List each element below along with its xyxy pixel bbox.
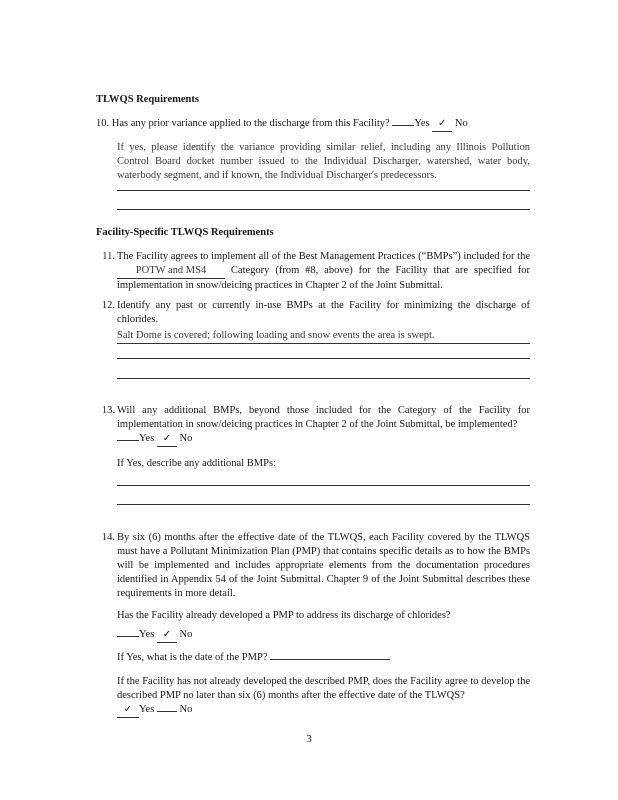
question-number: 10. xyxy=(96,118,110,129)
checkmark-icon: ✓ xyxy=(162,433,172,444)
bmp-answer-field[interactable]: Salt Dome is covered; following loading and snow events the area is swept. xyxy=(117,329,530,344)
no-label: No xyxy=(179,629,193,640)
question-14: By six (6) months after the effective date of the TLWQS, each Facility covered by the TLWQS must have a Pollutant Minimization Plan (PMP) that contains specific details as to how the BMPs will be implemented and includes appropriate elements from the documentation procedures identified in Appendix 54 of the Joint Submittal. Chapter 9 of the Joint Submittal describes these requirements in more detail. xyxy=(117,532,530,599)
no-label: No xyxy=(454,118,468,129)
no-label: No xyxy=(179,433,193,444)
question-13: Will any additional BMPs, beyond those included for the Category of the Facility for implementation in snow/deicing practices in Chapter 2 of the Joint Submittal, be implemented? xyxy=(117,405,530,430)
question-number: 13. xyxy=(101,405,115,416)
question-number: 11. xyxy=(102,251,115,262)
question-number: 14. xyxy=(101,532,115,543)
q14-pmp-developed: Has the Facility already developed a PMP to address its discharge of chlorides? xyxy=(117,610,451,621)
answer-line[interactable] xyxy=(117,190,530,191)
pmp-date-field[interactable] xyxy=(270,659,390,660)
checkmark-icon: ✓ xyxy=(123,704,133,715)
answer-line[interactable] xyxy=(117,485,530,486)
q14-sub1-yes-no xyxy=(117,628,192,643)
question-text: If Yes, what is the date of the PMP? xyxy=(117,652,268,663)
q13-yes-no xyxy=(117,432,192,447)
section-header-tlwqs: TLWQS Requirements xyxy=(96,94,199,105)
no-blank[interactable] xyxy=(157,432,177,447)
no-blank[interactable] xyxy=(157,711,177,712)
yes-blank[interactable] xyxy=(392,125,414,126)
page-number: 3 xyxy=(306,733,312,745)
question-10 xyxy=(96,117,532,132)
yes-label: Yes xyxy=(414,118,430,129)
answer-line[interactable] xyxy=(117,504,530,505)
category-field[interactable]: POTW and MS4 xyxy=(117,264,225,279)
section-header-facility-specific: Facility-Specific TLWQS Requirements xyxy=(96,227,274,238)
question-text: Has any prior variance applied to the discharge from this Facility? xyxy=(111,118,390,129)
q13-followup: If Yes, describe any additional BMPs: xyxy=(117,458,276,469)
answer-line[interactable] xyxy=(117,358,530,359)
question-text-continued: Category (from #8, above) for the Facility that are specified for implementation in snow/deicing practices in Chapter 2 of the Joint Submittal. xyxy=(117,265,530,291)
no-label: No xyxy=(179,704,193,715)
q14-pmp-date xyxy=(117,651,390,665)
no-blank[interactable] xyxy=(157,628,177,643)
yes-label: Yes xyxy=(139,629,155,640)
q10-followup: If yes, please identify the variance providing similar relief, including any Illinois Pollution Control Board docket number issued to the Individual Discharger, watershed, water body, waterbody segment, and if known, the Individual Discharger's predecessors. xyxy=(117,142,530,181)
answer-line[interactable] xyxy=(117,209,530,210)
checkmark-icon: ✓ xyxy=(162,629,172,640)
question-12: Identify any past or currently in-use BMPs at the Facility for minimizing the discharge of chlorides. xyxy=(117,300,530,325)
q14-sub3-yes-no xyxy=(117,703,192,718)
yes-blank[interactable] xyxy=(117,703,139,718)
yes-label: Yes xyxy=(139,433,155,444)
no-blank[interactable] xyxy=(432,117,452,132)
yes-label: Yes xyxy=(139,704,155,715)
question-number: 12. xyxy=(101,300,115,311)
q14-pmp-agree: If the Facility has not already developed the described PMP, does the Facility agree to develop the described PMP no later than six (6) months after the effective date of the TLWQS? xyxy=(117,676,530,701)
question-11 xyxy=(117,250,530,293)
question-text: The Facility agrees to implement all of the Best Management Practices (“BMPs”) included for the xyxy=(117,251,530,262)
yes-blank[interactable] xyxy=(117,636,139,637)
answer-line[interactable] xyxy=(117,378,530,379)
yes-blank[interactable] xyxy=(117,440,139,441)
checkmark-icon: ✓ xyxy=(438,118,447,129)
